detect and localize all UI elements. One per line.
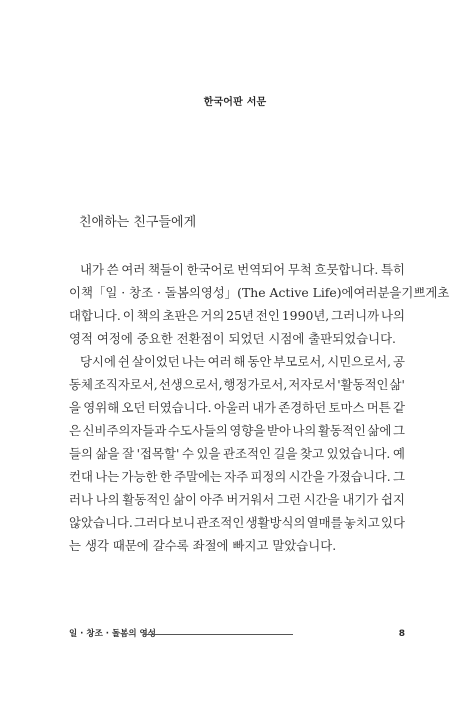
word: 이 bbox=[122, 308, 135, 323]
word: 「일 · 창조 · 돌봄의 bbox=[92, 285, 201, 300]
text-line bbox=[69, 396, 405, 419]
word: 신비주의자들과 bbox=[82, 423, 167, 438]
text-line bbox=[69, 304, 405, 327]
text-line bbox=[69, 534, 405, 557]
word: 전환점이 bbox=[176, 331, 225, 346]
text-line bbox=[69, 488, 405, 511]
word: 빠지고 bbox=[232, 538, 269, 553]
word: 머튼 bbox=[366, 400, 391, 415]
word: 수도사들의 bbox=[167, 423, 228, 438]
word: 여정에 bbox=[96, 331, 133, 346]
word: 1990년, bbox=[281, 308, 330, 323]
word: 초판은 bbox=[162, 308, 199, 323]
word: 한 bbox=[159, 469, 172, 484]
word: 수 bbox=[181, 446, 194, 461]
word: 시민으로서, bbox=[327, 354, 392, 369]
word: 생활방식의 bbox=[245, 515, 306, 530]
word: 있다 bbox=[381, 515, 405, 530]
text-line bbox=[69, 465, 405, 488]
word: 않았습니다. bbox=[69, 515, 133, 530]
word: 나는 bbox=[181, 354, 206, 369]
word: 잘 bbox=[122, 446, 135, 461]
word: 활동적인 bbox=[122, 492, 171, 507]
word: 책의 bbox=[136, 308, 161, 323]
word: 나의 bbox=[380, 308, 405, 323]
word: 대합니다. bbox=[69, 308, 121, 323]
word: 은 bbox=[69, 423, 81, 438]
word: 내가 bbox=[80, 262, 104, 277]
word: 받아 bbox=[266, 423, 291, 438]
word: '활동적인 bbox=[337, 377, 389, 392]
word: 저자로서 bbox=[288, 377, 337, 392]
word: 전인 bbox=[255, 308, 280, 323]
running-footer bbox=[69, 627, 405, 641]
word: 출판되었습니다. bbox=[308, 331, 396, 346]
word: 가능한 bbox=[121, 469, 158, 484]
word: 관조적인 bbox=[196, 515, 245, 530]
word: 시간을 bbox=[288, 469, 325, 484]
word: 그러다 bbox=[134, 515, 170, 530]
footer-rule bbox=[143, 634, 293, 635]
word: 중요한 bbox=[136, 331, 173, 346]
word: 책 bbox=[80, 285, 93, 300]
word: 아주 bbox=[199, 492, 224, 507]
word: 25년 bbox=[226, 308, 254, 323]
word: 쉰 bbox=[117, 354, 130, 369]
word: 쉽지 bbox=[381, 492, 405, 507]
word: 그 bbox=[392, 423, 405, 438]
word: 해 bbox=[233, 354, 246, 369]
word: 존경하던 bbox=[278, 400, 327, 415]
word: 내가 bbox=[252, 400, 277, 415]
word: 선생으로서, bbox=[158, 377, 223, 392]
salutation: 친애하는 친구들에게 bbox=[79, 215, 197, 230]
word: 말았습니다. bbox=[272, 538, 337, 553]
word: 여러 bbox=[207, 354, 232, 369]
word: 는 bbox=[69, 538, 81, 553]
word: 나의 bbox=[292, 423, 317, 438]
word: 그 bbox=[392, 469, 405, 484]
word: 같 bbox=[392, 400, 405, 415]
word: 피정의 bbox=[250, 469, 287, 484]
word: 토마스 bbox=[328, 400, 365, 415]
word: 길을 bbox=[273, 446, 298, 461]
word: 한국어로 bbox=[186, 262, 235, 277]
word: 아울러 bbox=[213, 400, 250, 415]
section-title: 한국어판 서문 bbox=[203, 97, 267, 108]
word: 컨대 bbox=[69, 469, 93, 484]
word: 영적 bbox=[69, 331, 93, 346]
word: 영성」(The Active Life)에 bbox=[200, 285, 354, 300]
word: 동안 bbox=[247, 354, 272, 369]
word: 내기가 bbox=[342, 492, 379, 507]
text-line bbox=[69, 258, 405, 281]
word: 삶' bbox=[389, 377, 405, 392]
word: 을 bbox=[69, 400, 81, 415]
word: 가졌습니다. bbox=[326, 469, 391, 484]
body-text bbox=[69, 258, 450, 557]
word: 놓치고 bbox=[343, 515, 380, 530]
word: 번역되어 bbox=[237, 262, 286, 277]
word: 행정가로서, bbox=[223, 377, 288, 392]
word: 시점에 bbox=[268, 331, 305, 346]
word: 특히 bbox=[380, 262, 405, 277]
word: 여러 bbox=[121, 262, 146, 277]
word: 주말에는 bbox=[174, 469, 222, 484]
text-line bbox=[69, 373, 405, 396]
page-number: 8 bbox=[398, 629, 405, 639]
word: 관조적인 bbox=[223, 446, 271, 461]
word: 그러니까 bbox=[331, 308, 380, 323]
word: 조직자로서, bbox=[93, 377, 158, 392]
running-footer-title: 일 · 창조 · 돌봄의 영성 bbox=[69, 629, 156, 639]
text-line bbox=[69, 350, 405, 373]
word: 그런 bbox=[277, 492, 301, 507]
word: 터였습니다. bbox=[147, 400, 212, 415]
word: 쓴 bbox=[106, 262, 119, 277]
text-line bbox=[69, 327, 405, 350]
word: 버거워서 bbox=[226, 492, 275, 507]
word: 보니 bbox=[171, 515, 196, 530]
word: 당시에 bbox=[80, 354, 116, 369]
word: 흐뭇합니다. bbox=[314, 262, 379, 277]
word: 예 bbox=[392, 446, 405, 461]
word: 부모로서, bbox=[273, 354, 326, 369]
word: 활동적인 bbox=[317, 423, 366, 438]
word: 되었던 bbox=[228, 331, 265, 346]
word: 생각 bbox=[84, 538, 109, 553]
word: 삶이 bbox=[173, 492, 197, 507]
word: 나는 bbox=[95, 469, 120, 484]
word: 있을 bbox=[196, 446, 221, 461]
word: '접목할' bbox=[136, 446, 180, 461]
word: 이 bbox=[69, 285, 81, 300]
text-line bbox=[69, 442, 405, 465]
word: 러나 bbox=[69, 492, 93, 507]
word: 열매를 bbox=[306, 515, 343, 530]
word: 들의 bbox=[69, 446, 93, 461]
word: 공 bbox=[392, 354, 405, 369]
word: 자주 bbox=[224, 469, 249, 484]
text-line bbox=[69, 419, 405, 442]
text-line bbox=[69, 511, 405, 534]
word: 좌절에 bbox=[192, 538, 229, 553]
word: 삶에 bbox=[367, 423, 392, 438]
word: 오던 bbox=[121, 400, 146, 415]
word: 살이었던 bbox=[131, 354, 180, 369]
word: 동체 bbox=[69, 377, 93, 392]
word: 시간을 bbox=[303, 492, 340, 507]
word: 초 bbox=[437, 285, 450, 300]
word: 나의 bbox=[95, 492, 120, 507]
word: 때문에 bbox=[112, 538, 149, 553]
word: 책들이 bbox=[148, 262, 184, 277]
word: 영향을 bbox=[229, 423, 266, 438]
word: 삶을 bbox=[95, 446, 120, 461]
word: 무척 bbox=[287, 262, 312, 277]
word: 기쁘게 bbox=[401, 285, 438, 300]
word: 찾고 bbox=[300, 446, 324, 461]
word: 갈수록 bbox=[152, 538, 189, 553]
word: 영위해 bbox=[83, 400, 120, 415]
word: 있었습니다. bbox=[326, 446, 391, 461]
text-line bbox=[69, 281, 450, 304]
word: 거의 bbox=[200, 308, 225, 323]
word: 여러분을 bbox=[353, 285, 402, 300]
